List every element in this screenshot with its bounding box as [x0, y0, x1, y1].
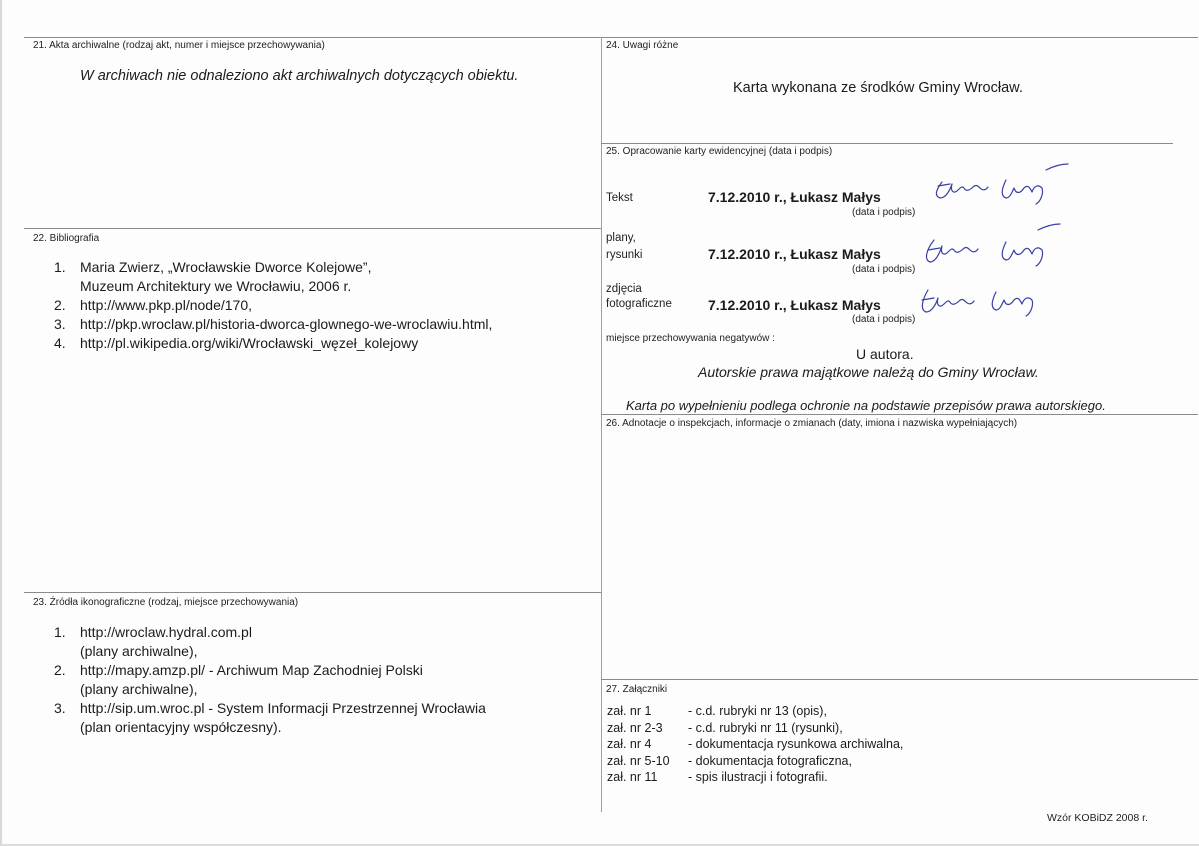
list-item	[54, 315, 492, 334]
iconographic-sources-list	[54, 623, 486, 737]
row-photos-label: zdjęcia	[606, 283, 642, 295]
bibliography-line: Maria Zwierz, „Wrocławskie Dworce Kolejowe”,	[80, 259, 372, 275]
source-line: http://wroclaw.hydral.com.pl	[80, 624, 252, 640]
list-item	[54, 661, 486, 699]
attachment-row	[607, 769, 903, 786]
row-text-value: 7.12.2010 r., Łukasz Małys	[708, 189, 881, 205]
row-text-sub: (data i podpis)	[852, 207, 916, 218]
rule-above-22	[24, 228, 601, 229]
section-22-label: 22. Bibliografia	[33, 233, 100, 244]
row-photos-sub: (data i podpis)	[852, 314, 916, 325]
rule-above-25	[601, 143, 1173, 144]
rule-above-27	[601, 679, 1198, 680]
protection-note: Karta po wypełnieniu podlega ochronie na podstawie przepisów prawa autorskiego.	[626, 398, 1106, 413]
attachment-row	[607, 703, 903, 720]
attachment-value: - dokumentacja fotograficzna,	[688, 753, 852, 768]
section-25-label: 25. Opracowanie karty ewidencyjnej (data i podpis)	[606, 146, 833, 157]
form-version-footer: Wzór KOBiDZ 2008 r.	[1047, 812, 1148, 824]
source-line: (plany archiwalne),	[80, 681, 198, 697]
scan-edge-left	[0, 0, 2, 846]
list-number: 2.	[54, 297, 66, 313]
list-item	[54, 699, 486, 737]
list-number: 3.	[54, 316, 66, 332]
row-drawings-sub: (data i podpis)	[852, 264, 916, 275]
signature-icon	[916, 222, 1066, 270]
negatives-value: U autora.	[856, 346, 914, 362]
row-text-label: Tekst	[606, 192, 633, 204]
row-photos-value: 7.12.2010 r., Łukasz Małys	[708, 297, 881, 313]
attachment-key: zał. nr 2-3	[607, 720, 663, 735]
list-item	[54, 258, 492, 296]
negatives-label: miejsce przechowywania negatywów :	[606, 333, 775, 344]
source-line: (plan orientacyjny współczesny).	[80, 719, 282, 735]
list-number: 1.	[54, 259, 66, 275]
source-line: (plany archiwalne),	[80, 643, 198, 659]
row-drawings-label: plany,	[606, 232, 636, 244]
row-drawings-value: 7.12.2010 r., Łukasz Małys	[708, 246, 881, 262]
signature-icon	[914, 278, 1054, 320]
list-number: 4.	[54, 335, 66, 351]
list-item	[54, 334, 492, 353]
rule-top	[24, 37, 1198, 38]
bibliography-list	[54, 258, 492, 353]
section-26-label: 26. Adnotacje o inspekcjach, informacje o zmianach (daty, imiona i nazwiska wypełniających)	[606, 418, 1018, 429]
attachment-row	[607, 736, 903, 753]
attachment-key: zał. nr 11	[607, 770, 658, 784]
attachment-value: - dokumentacja rysunkowa archiwalna,	[688, 737, 904, 751]
copyright-note: Autorskie prawa majątkowe należą do Gminy Wrocław.	[698, 364, 1039, 380]
section-27-label: 27. Załączniki	[606, 684, 668, 695]
list-item	[54, 296, 492, 315]
section-21-text: W archiwach nie odnaleziono akt archiwalnych dotyczących obiektu.	[80, 68, 519, 84]
attachment-key: zał. nr 1	[607, 704, 652, 718]
bibliography-line: http://www.pkp.pl/node/170,	[80, 297, 252, 313]
bibliography-line: http://pl.wikipedia.org/wiki/Wrocławski_węzeł_kolejowy	[80, 335, 419, 351]
attachment-key: zał. nr 4	[607, 737, 652, 751]
signature-icon	[928, 160, 1078, 208]
section-21-label: 21. Akta archiwalne (rodzaj akt, numer i miejsce przechowywania)	[33, 40, 325, 51]
row-photos-label: fotograficzne	[606, 298, 672, 310]
source-line: http://sip.um.wroc.pl - System Informacji Przestrzennej Wrocławia	[80, 700, 486, 716]
attachment-value: - spis ilustracji i fotografii.	[688, 770, 828, 784]
bibliography-line: Muzeum Architektury we Wrocławiu, 2006 r.	[80, 278, 352, 294]
source-line: http://mapy.amzp.pl/ - Archiwum Map Zachodniej Polski	[80, 662, 423, 678]
attachment-value: - c.d. rubryki nr 13 (opis),	[688, 704, 827, 718]
list-number: 2.	[54, 662, 66, 678]
attachment-key: zał. nr 5-10	[607, 753, 670, 768]
section-24-label: 24. Uwagi różne	[606, 40, 679, 51]
attachment-row	[607, 720, 903, 737]
rule-above-23	[24, 592, 601, 593]
section-24-text: Karta wykonana ze środków Gminy Wrocław.	[733, 80, 1023, 96]
list-number: 3.	[54, 700, 66, 716]
attachment-value: - c.d. rubryki nr 11 (rysunki),	[688, 720, 843, 735]
attachments-list	[607, 703, 903, 786]
rule-above-26	[601, 414, 1198, 415]
section-23-label: 23. Źródła ikonograficzne (rodzaj, miejsce przechowywania)	[33, 597, 299, 608]
bibliography-line: http://pkp.wroclaw.pl/historia-dworca-glownego-we-wroclawiu.html,	[80, 316, 493, 332]
attachment-row	[607, 753, 903, 770]
column-divider	[601, 37, 602, 812]
row-drawings-label: rysunki	[606, 249, 643, 261]
list-item	[54, 623, 486, 661]
list-number: 1.	[54, 624, 66, 640]
